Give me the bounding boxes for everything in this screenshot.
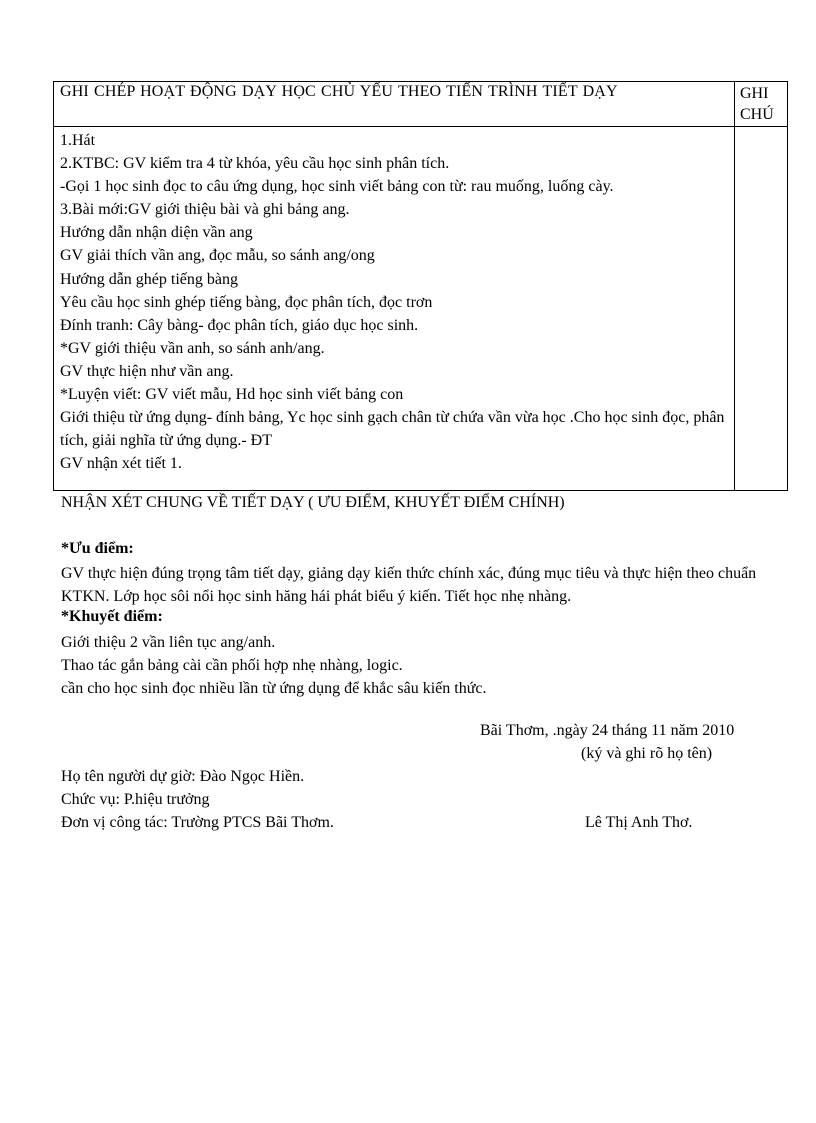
notes-cell bbox=[735, 127, 788, 491]
review-title: NHẬN XÉT CHUNG VỀ TIẾT DẠY ( ƯU ĐIỂM, KHUYẾT ĐIỂM CHÍNH) bbox=[61, 494, 565, 511]
activity-line: Hướng dẫn ghép tiếng bàng bbox=[60, 270, 238, 288]
date-line: Bãi Thơm, .ngày 24 tháng 11 năm 2010 bbox=[480, 722, 735, 739]
observer-name: Họ tên người dự giờ: Đào Ngọc Hiền. bbox=[61, 768, 305, 785]
activity-line: Giới thiệu từ ứng dụng- đính bảng, Yc học sinh gạch chân từ chứa vần vừa học .Cho học sinh đọc, phân tích, giải nghĩa từ ứng dụng.- ĐT bbox=[60, 409, 725, 450]
table-header-notes bbox=[735, 82, 788, 127]
table-header-activities: GHI CHÉP HOẠT ĐỘNG DẠY HỌC CHỦ YẾU THEO TIẾN TRÌNH TIẾT DẠY bbox=[54, 82, 735, 127]
cons-heading: *Khuyết điểm: bbox=[61, 608, 163, 625]
table-body-row bbox=[54, 127, 788, 491]
activity-line: GV giải thích vần ang, đọc mẫu, so sánh ang/ong bbox=[60, 247, 375, 265]
pros-text: GV thực hiện đúng trọng tâm tiết dạy, giảng dạy kiến thức chính xác, đúng mục tiêu và thực hiện theo chuẩn KTKN. Lớp học sôi nổi học sinh hăng hái phát biểu ý kiến. Tiết học nhẹ nhàng. bbox=[61, 565, 757, 605]
observer-role: Chức vụ: P.hiệu trưởng bbox=[61, 791, 210, 808]
signature-note: (ký và ghi rõ họ tên) bbox=[581, 745, 713, 762]
cons-item: Thao tác gắn bảng cài cần phối hợp nhẹ nhàng, logic. bbox=[61, 657, 403, 674]
activity-line: GV nhận xét tiết 1. bbox=[60, 455, 182, 473]
activity-line: -Gọi 1 học sinh đọc to câu ứng dụng, học sinh viết bảng con từ: rau muống, luống cày. bbox=[60, 178, 614, 196]
activity-line: Hướng dẫn nhận diện vần ang bbox=[60, 224, 253, 242]
teacher-name: Lê Thị Anh Thơ. bbox=[585, 814, 693, 831]
observer-unit: Đơn vị công tác: Trường PTCS Bãi Thơm. bbox=[61, 814, 334, 831]
activity-line: 3.Bài mới:GV giới thiệu bài và ghi bảng ang. bbox=[60, 201, 350, 219]
observation-table bbox=[53, 81, 788, 491]
activity-line: GV thực hiện như vần ang. bbox=[60, 362, 234, 380]
activities-cell bbox=[54, 127, 735, 491]
activity-line: *GV giới thiệu vần anh, so sánh anh/ang. bbox=[60, 339, 325, 357]
cons-item: Giới thiệu 2 vần liên tục ang/anh. bbox=[61, 634, 276, 651]
activity-line: 1.Hát bbox=[60, 132, 96, 149]
cons-list bbox=[61, 631, 486, 700]
activity-line: 2.KTBC: GV kiểm tra 4 từ khóa, yêu cầu học sinh phân tích. bbox=[60, 155, 450, 173]
activity-line: *Luyện viết: GV viết mẫu, Hd học sinh viết bảng con bbox=[60, 386, 404, 404]
cons-item: cần cho học sinh đọc nhiều lần từ ứng dụng để khắc sâu kiến thức. bbox=[61, 680, 487, 697]
activity-line: Đính tranh: Cây bàng- đọc phân tích, giáo dục học sinh. bbox=[60, 316, 419, 334]
notes-header-line-2: CHÚ bbox=[740, 106, 774, 123]
pros-heading: *Ưu điểm: bbox=[61, 540, 134, 557]
table-header-row bbox=[54, 82, 788, 127]
activity-line: Yêu cầu học sinh ghép tiếng bàng, đọc phân tích, đọc trơn bbox=[60, 293, 433, 311]
notes-header-line-1: GHI bbox=[740, 85, 769, 102]
